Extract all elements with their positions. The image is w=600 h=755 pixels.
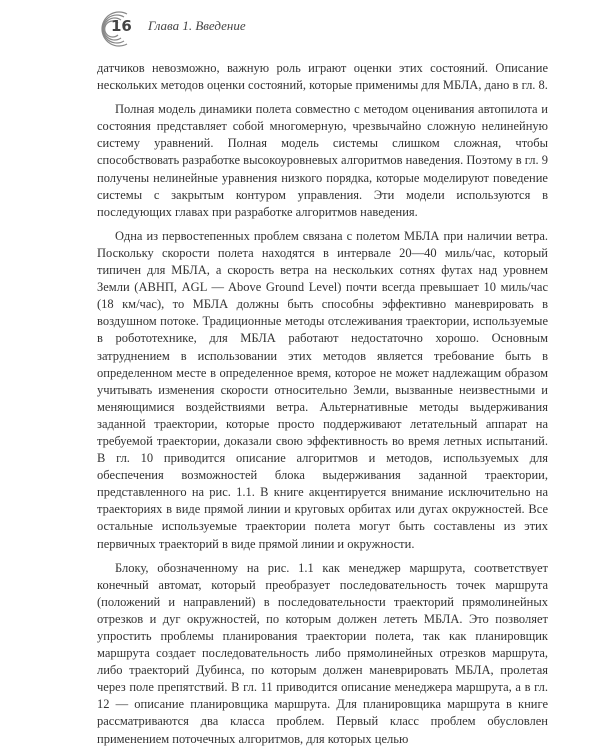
body-text [97, 60, 548, 755]
page-number: 16 [111, 17, 132, 35]
paragraph: датчиков невозможно, важную роль играют оценки этих состояний. Описание нескольких методов оценки состояний, которые применимы для МБЛА, дано в гл. 8. [97, 61, 548, 93]
paragraph: Одна из первостепенных проблем связана с полетом МБЛА при наличии ветра. Поскольку скорости полета находятся в интервале 20—40 миль/час, который типичен для МБЛА, а скорость ветра на нескольких сотнях футах над уровнем Земли (АВНП, AGL — Above Ground Level) почти всегда превышает 10 миль/час (18 км/час), то МБЛА должны быть способны эффективно маневрировать в воздушном потоке. Традиционные методы отслеживания траектории, используемые в робототехнике, для МБЛА работают недостаточно хорошо. Основным затруднением в использовании этих методов является требование быть в определенном месте в определенное время, которое не может надлежащим образом учитывать изменения скорости относительно Земли, вызванные неизвестными и меняющимися воздействиями ветра. Альтернативные методы выдерживания заданной траектории, которые просто поддерживают летательный аппарат на требуемой траектории, доказали свою эффективность во время летных испытаний. В гл. 10 приводится описание алгоритмов и методов, используемых для обеспечения возможностей блока выдерживания заданной траектории, представленного на рис. 1.1. В книге акцентируется внимание исключительно на траекториях в виде прямой линии и круговых орбитах или дугах окружностей. Все остальные используемые траектории полета могут быть составлены из этих первичных траекторий в виде прямой линии и окружности. [97, 228, 548, 551]
paragraph: Блоку, обозначенному на рис. 1.1 как менеджер маршрута, соответствует конечный автомат, который преобразует последовательность точек маршрута (положений и направлений) в последовательности траекторий прямолинейных отрезков и дуг окружностей, по которым должен лететь МБЛА. Это позволяет упростить проблемы планирования траектории полета, так как планировщик маршрута создает последовательность либо прямолинейных отрезков маршрута, либо траекторий Дубинса, по которым должен маневрировать МБЛА, пролетая через поле препятствий. В гл. 11 приводится описание менеджера маршрута, а в гл. 12 — описание планировщика маршрута. Для планировщика маршрута в книге рассматриваются два класса проблем. Первый класс проблем обусловлен применением поточечных алгоритмов, для которых целью [97, 560, 548, 746]
paragraph: Полная модель динамики полета совместно с методом оценивания автопилота и состояния представляет собой многомерную, чрезвычайно сложную нелинейную систему уравнений. Полная модель системы слишком сложная, чтобы способствовать разработке высокоуровневых алгоритмов наведения. Поэтому в гл. 9 получены нелинейные уравнения низкого порядка, которые моделируют поведение системы с закрытым контуром управления. Эти модели используются в последующих главах при разработке алгоритмов наведения. [97, 102, 548, 219]
chapter-title: Глава 1. Введение [148, 18, 246, 33]
page-header [93, 8, 553, 48]
